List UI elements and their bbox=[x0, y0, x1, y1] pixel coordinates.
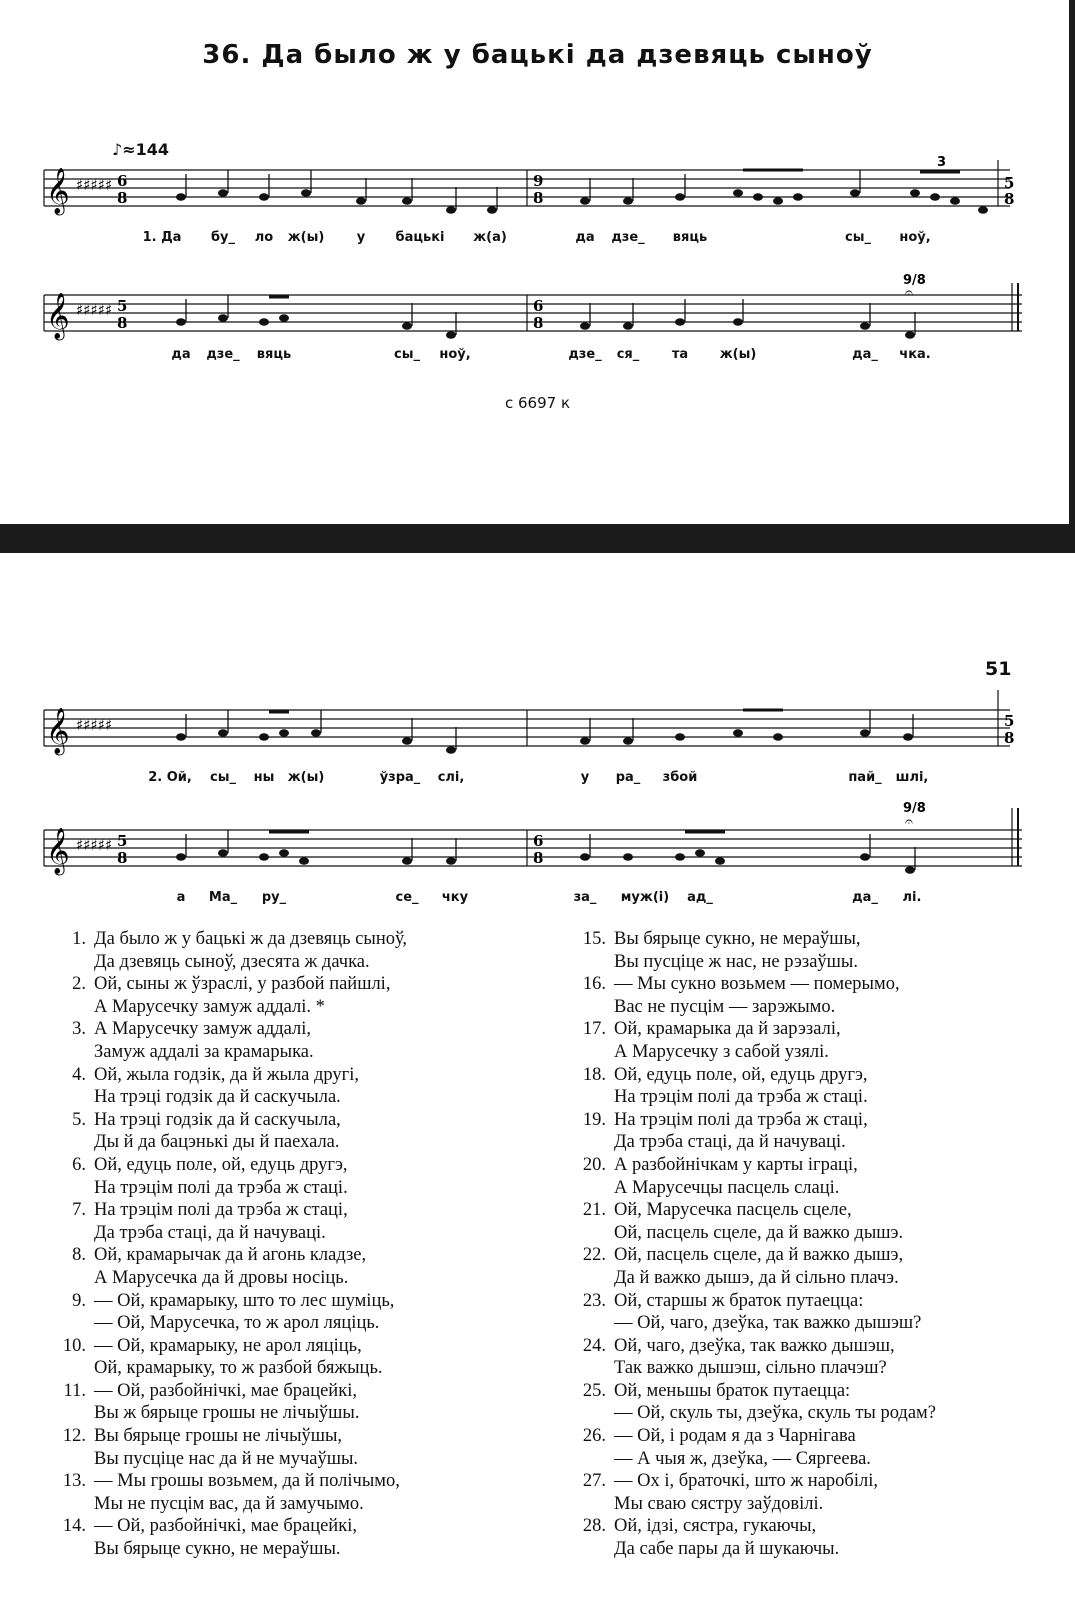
verse-number: 15. bbox=[582, 929, 606, 949]
lyric-s2-3: вяць bbox=[256, 347, 292, 362]
verse-line: Да й важко дышэ, да й сільно плачэ. bbox=[614, 1267, 899, 1288]
verse-line: — Ой, чаго, дзеўка, так важко дышэш? bbox=[614, 1313, 922, 1334]
svg-text:♯♯♯♯♯: ♯♯♯♯♯ bbox=[76, 836, 113, 854]
svg-text:5: 5 bbox=[117, 832, 128, 850]
lyric-s4-9: да_ bbox=[852, 890, 878, 905]
time-sig-6-8: 6 bbox=[117, 172, 128, 190]
verse-number: 17. bbox=[582, 1019, 606, 1040]
verse-12 bbox=[48, 1425, 518, 1470]
fermata-icon: 𝄐 bbox=[905, 285, 913, 301]
svg-text:8: 8 bbox=[117, 849, 128, 867]
verse-3 bbox=[48, 1018, 518, 1063]
svg-text:6: 6 bbox=[533, 297, 544, 315]
verse-line: Ой, жыла годзік, да й жыла другі, bbox=[94, 1064, 360, 1085]
lyric-s2-2: дзе_ bbox=[206, 347, 240, 362]
verse-23 bbox=[568, 1290, 1038, 1335]
verse-line: — Ой, і родам я да з Чарнігава bbox=[614, 1426, 856, 1447]
lyric-s1-5: у bbox=[356, 230, 366, 245]
verse-lines bbox=[94, 1470, 400, 1515]
lyric-s3-6: слі, bbox=[437, 770, 465, 785]
svg-text:8: 8 bbox=[117, 189, 128, 207]
verse-lines bbox=[614, 1290, 921, 1335]
music-system-4 bbox=[0, 801, 1075, 940]
verse-lines bbox=[614, 1425, 871, 1470]
verse-line: Ой, пасцель сцеле, да й важко дышэ, bbox=[614, 1245, 904, 1266]
verse-lines bbox=[94, 1380, 359, 1425]
verse-2 bbox=[48, 973, 518, 1018]
svg-text:5: 5 bbox=[1004, 174, 1015, 192]
verse-line: Вы пусціце нас да й не мучаўшы. bbox=[94, 1448, 359, 1469]
verse-line: — Мы грошы возьмем, да й полічымо, bbox=[94, 1471, 400, 1492]
svg-text:♯♯♯♯♯: ♯♯♯♯♯ bbox=[76, 716, 113, 734]
verses-left-column bbox=[48, 928, 518, 1561]
verse-15 bbox=[568, 928, 1038, 973]
svg-text:9: 9 bbox=[533, 172, 544, 190]
verse-number: 18. bbox=[582, 1064, 606, 1085]
verse-lines bbox=[614, 1154, 858, 1199]
verse-6 bbox=[48, 1154, 518, 1199]
lyric-s4-8: ад_ bbox=[687, 890, 713, 905]
verse-number: 3. bbox=[72, 1019, 86, 1040]
lyric-s3-11: шлі, bbox=[895, 770, 929, 785]
verse-10 bbox=[48, 1335, 518, 1380]
lyric-s1-2: бу_ bbox=[210, 230, 236, 245]
verse-line: А Марусечку з сабой узялі. bbox=[614, 1041, 829, 1062]
lyric-s2-8: та bbox=[671, 347, 689, 362]
verse-line: На трэці годзік да й саскучыла. bbox=[94, 1087, 341, 1108]
verse-27 bbox=[568, 1470, 1038, 1515]
lyric-s2-7: ся_ bbox=[616, 347, 640, 362]
svg-text:♯♯♯♯♯: ♯♯♯♯♯ bbox=[76, 176, 113, 194]
verse-line: Ой, чаго, дзеўка, так важко дышэш, bbox=[614, 1335, 895, 1356]
verse-24 bbox=[568, 1335, 1038, 1380]
verse-lines bbox=[614, 1380, 936, 1425]
tempo-marking: ♪≈144 bbox=[112, 140, 170, 159]
svg-text:8: 8 bbox=[117, 314, 128, 332]
verse-line: Ой, крамарыка да й зарэзалі, bbox=[614, 1019, 841, 1040]
verse-line: Ой, пасцель сцеле, да й важко дышэ. bbox=[614, 1222, 904, 1243]
verse-line: А Марусечка да й дровы носіць. bbox=[94, 1267, 349, 1288]
verse-number: 14. bbox=[62, 1516, 86, 1537]
lyric-s3-8: ра_ bbox=[615, 770, 641, 785]
fermata-icon: 𝄐 bbox=[905, 814, 913, 830]
verse-22 bbox=[568, 1244, 1038, 1289]
lyric-s3-4: ж(ы) bbox=[287, 770, 325, 785]
page-divider bbox=[0, 524, 1075, 553]
verse-line: Вы ж бярыце грошы не лічыўшы. bbox=[94, 1403, 360, 1424]
verse-13 bbox=[48, 1470, 518, 1515]
verse-lines bbox=[94, 1109, 341, 1154]
verse-line: Да дзевяць сыноў, дзесята ж дачка. bbox=[94, 951, 370, 972]
verse-lines bbox=[94, 1290, 394, 1335]
verse-lines bbox=[94, 1425, 358, 1470]
treble-clef-icon: 𝄞 bbox=[46, 708, 70, 754]
verse-lines bbox=[614, 1109, 868, 1154]
verse-line: На трэцім полі да трэба ж стаці, bbox=[94, 1200, 348, 1221]
verse-line: На трэцім полі да трэба ж стаці. bbox=[614, 1087, 868, 1108]
verse-line: Так важко дышэш, сільно плачэш? bbox=[614, 1358, 887, 1379]
verse-number: 6. bbox=[72, 1154, 86, 1175]
svg-text:8: 8 bbox=[1004, 190, 1015, 208]
verse-line: Да трэба стаці, да й начуваці. bbox=[94, 1222, 326, 1243]
verse-number: 2. bbox=[72, 974, 86, 995]
verse-number: 21. bbox=[582, 1200, 606, 1221]
treble-clef-icon: 𝄞 bbox=[46, 293, 70, 339]
verse-line: Вы пусціце ж нас, не рэзаўшы. bbox=[614, 951, 858, 972]
svg-text:8: 8 bbox=[533, 314, 544, 332]
treble-clef-icon: 𝄞 bbox=[46, 168, 70, 214]
lyric-s1-7: ж(а) bbox=[473, 230, 507, 245]
verse-number: 9. bbox=[72, 1290, 86, 1311]
verse-number: 1. bbox=[72, 929, 86, 949]
svg-text:8: 8 bbox=[533, 189, 544, 207]
verse-lines bbox=[94, 973, 390, 1018]
verse-number: 8. bbox=[72, 1245, 86, 1266]
verse-line: Мы сваю сястру заўдовілі. bbox=[614, 1493, 824, 1514]
verse-lines bbox=[614, 928, 861, 973]
svg-text:♯♯♯♯♯: ♯♯♯♯♯ bbox=[76, 301, 113, 319]
svg-text:8: 8 bbox=[533, 849, 544, 867]
lyric-s1-8: да bbox=[575, 230, 595, 245]
verse-line: Да трэба стаці, да й начуваці. bbox=[614, 1132, 846, 1153]
verse-16 bbox=[568, 973, 1038, 1018]
lyric-s1-3: ло bbox=[254, 230, 274, 245]
verse-lines bbox=[94, 1244, 366, 1289]
verse-line: Вы бярыце сукно, не мераўшы, bbox=[614, 929, 861, 949]
verse-lines bbox=[614, 1335, 895, 1380]
verse-number: 27. bbox=[582, 1471, 606, 1492]
verse-number: 20. bbox=[582, 1154, 606, 1175]
verse-20 bbox=[568, 1154, 1038, 1199]
lyric-s3-7: у bbox=[580, 770, 590, 785]
verse-number: 16. bbox=[582, 974, 606, 995]
lyric-s2-1: да bbox=[171, 347, 191, 362]
verse-lines bbox=[94, 1018, 314, 1063]
verse-lines bbox=[94, 1335, 383, 1380]
system-1-notes bbox=[176, 170, 988, 214]
verse-number: 24. bbox=[582, 1335, 606, 1356]
verse-line: Ой, едуць поле, ой, едуць другэ, bbox=[94, 1154, 348, 1175]
verse-5 bbox=[48, 1109, 518, 1154]
staff-2-svg bbox=[0, 273, 1075, 405]
verse-line: Ой, крамарычак да й агонь кладзе, bbox=[94, 1245, 367, 1266]
lyric-s3-10: пай_ bbox=[848, 770, 882, 785]
verse-line: Вас не пусцім — зарэжымо. bbox=[614, 996, 836, 1017]
song-title: 36. Да было ж у бацькі да дзевяць сыноў bbox=[202, 40, 873, 70]
verse-line: Мы не пусцім вас, да й замучымо. bbox=[94, 1493, 364, 1514]
verse-line: Вы бярыце грошы не лічыўшы, bbox=[94, 1426, 343, 1447]
lyric-s2-9: ж(ы) bbox=[719, 347, 757, 362]
music-system-1 bbox=[0, 155, 1075, 280]
lyric-s1-11: сы_ bbox=[845, 230, 871, 245]
lyric-s4-5: чку bbox=[441, 890, 469, 905]
verse-line: Ой, сыны ж ўзраслі, у разбой пайшлі, bbox=[94, 974, 391, 995]
svg-text:5: 5 bbox=[117, 297, 128, 315]
verse-line: — Ой, крамарыку, не арол ляціць, bbox=[94, 1335, 362, 1356]
lyric-s3-5: ўзра_ bbox=[379, 770, 421, 785]
verse-line: На трэцім полі да трэба ж стаці. bbox=[94, 1177, 348, 1198]
verse-lines bbox=[614, 1064, 868, 1109]
verse-lines bbox=[94, 1064, 359, 1109]
svg-text:5: 5 bbox=[1004, 712, 1015, 730]
treble-clef-icon: 𝄞 bbox=[46, 828, 70, 874]
verse-number: 23. bbox=[582, 1290, 606, 1311]
svg-text:6: 6 bbox=[533, 832, 544, 850]
lyric-s4-1: а bbox=[176, 890, 186, 905]
lyric-s4-4: се_ bbox=[395, 890, 419, 905]
staff-1-svg bbox=[0, 155, 1075, 280]
verse-number: 12. bbox=[62, 1426, 86, 1447]
lyric-s3-9: збой bbox=[662, 770, 698, 785]
verse-line: — Мы сукно возьмем — померымо, bbox=[614, 974, 900, 995]
lyric-s4-10: лі. bbox=[902, 890, 922, 905]
verse-line: — Ой, крамарыку, што то лес шуміць, bbox=[94, 1290, 395, 1311]
verse-4 bbox=[48, 1064, 518, 1109]
lyric-s1-1: 1. Да bbox=[142, 230, 182, 245]
verse-7 bbox=[48, 1199, 518, 1244]
verse-number: 10. bbox=[62, 1335, 86, 1356]
lyric-s1-10: вяць bbox=[672, 230, 708, 245]
fermata-meter-1: 9/8 bbox=[903, 273, 926, 288]
verse-11 bbox=[48, 1380, 518, 1425]
verse-line: На трэці годзік да й саскучыла, bbox=[94, 1109, 341, 1130]
verse-line: — Ой, разбойнічкі, мае брацейкі, bbox=[94, 1380, 357, 1401]
lyric-s4-3: ру_ bbox=[261, 890, 287, 905]
verse-line: Замуж аддалі за крамарыка. bbox=[94, 1041, 314, 1062]
verse-line: Ой, крамарыку, то ж разбой бяжыць. bbox=[94, 1358, 383, 1379]
lyric-s3-1: 2. Ой, bbox=[148, 770, 192, 785]
verse-line: Вы бярыце сукно, не мераўшы. bbox=[94, 1539, 341, 1560]
verse-number: 11. bbox=[63, 1380, 86, 1401]
verse-line: Ой, меньшы браток путаецца: bbox=[614, 1380, 851, 1401]
verse-lines bbox=[94, 1515, 357, 1560]
verse-line: Да было ж у бацькі ж да дзевяць сыноў, bbox=[94, 929, 407, 949]
lyric-s1-4: ж(ы) bbox=[287, 230, 325, 245]
verse-21 bbox=[568, 1199, 1038, 1244]
verse-number: 26. bbox=[582, 1426, 606, 1447]
fermata-meter-2: 9/8 bbox=[903, 801, 926, 816]
verse-number: 22. bbox=[582, 1245, 606, 1266]
verse-17 bbox=[568, 1018, 1038, 1063]
verse-line: Ой, старшы ж браток путаецца: bbox=[614, 1290, 864, 1311]
verse-lines bbox=[614, 1199, 903, 1244]
lyric-s2-10: да_ bbox=[852, 347, 878, 362]
verse-line: Да сабе пары да й шукаючы. bbox=[614, 1539, 840, 1560]
verse-line: Ды й да бацэнькі ды й паехала. bbox=[94, 1132, 340, 1153]
verse-14 bbox=[48, 1515, 518, 1560]
verse-number: 4. bbox=[72, 1064, 86, 1085]
verse-line: Ой, едуць поле, ой, едуць другэ, bbox=[614, 1064, 868, 1085]
verse-line: А Марусечку замуж аддалі, bbox=[94, 1019, 312, 1040]
verse-lines bbox=[614, 1244, 903, 1289]
staff-4-svg bbox=[0, 801, 1075, 940]
lyric-s2-6: дзе_ bbox=[568, 347, 602, 362]
catalog-code: с 6697 к bbox=[504, 394, 571, 412]
verse-lines bbox=[614, 973, 900, 1018]
lyric-s1-9: дзе_ bbox=[611, 230, 645, 245]
verses-right-column bbox=[568, 928, 1038, 1561]
lyric-s2-5: ноў, bbox=[439, 347, 471, 362]
verse-lines bbox=[94, 1199, 348, 1244]
lyric-s3-3: ны bbox=[253, 770, 275, 785]
music-system-2 bbox=[0, 273, 1075, 405]
verse-number: 7. bbox=[72, 1200, 86, 1221]
lyric-s4-2: Ма_ bbox=[208, 890, 238, 905]
verse-line: — А чыя ж, дзеўка, — Сяргеева. bbox=[614, 1448, 871, 1469]
verse-25 bbox=[568, 1380, 1038, 1425]
verse-line: Ой, Марусечка пасцель сцеле, bbox=[614, 1200, 852, 1221]
verse-9 bbox=[48, 1290, 518, 1335]
verse-number: 28. bbox=[582, 1516, 606, 1537]
page-number: 51 bbox=[985, 658, 1012, 680]
verse-line: А Марусечку замуж аддалі. * bbox=[94, 996, 325, 1017]
lyric-s2-4: сы_ bbox=[394, 347, 420, 362]
verse-lines bbox=[614, 1470, 878, 1515]
lyric-s1-6: бацькі bbox=[395, 230, 445, 245]
verse-8 bbox=[48, 1244, 518, 1289]
lyric-s2-11: чка. bbox=[899, 347, 931, 362]
verse-number: 5. bbox=[72, 1109, 86, 1130]
verse-1 bbox=[48, 928, 518, 973]
lyric-s4-7: муж(і) bbox=[620, 890, 670, 905]
verse-19 bbox=[568, 1109, 1038, 1154]
triplet-mark: 3 bbox=[937, 155, 947, 170]
verse-line: — Ох і, браточкі, што ж наробілі, bbox=[614, 1471, 878, 1492]
svg-text:8: 8 bbox=[1004, 729, 1015, 747]
verse-26 bbox=[568, 1425, 1038, 1470]
verse-line: — Ой, разбойнічкі, мае брацейкі, bbox=[94, 1516, 357, 1537]
verse-line: Ой, ідзі, сястра, гукаючы, bbox=[614, 1516, 817, 1537]
verse-28 bbox=[568, 1515, 1038, 1560]
verse-18 bbox=[568, 1064, 1038, 1109]
verse-number: 25. bbox=[582, 1380, 606, 1401]
verse-number: 13. bbox=[62, 1471, 86, 1492]
lyric-s4-6: за_ bbox=[573, 890, 597, 905]
verse-lines bbox=[94, 1154, 348, 1199]
verse-lines bbox=[94, 928, 407, 973]
verse-line: А разбойнічкам у карты іграці, bbox=[614, 1154, 858, 1175]
verse-lines bbox=[614, 1515, 839, 1560]
verse-number: 19. bbox=[582, 1109, 606, 1130]
verse-line: А Марусечцы пасцель слаці. bbox=[614, 1177, 840, 1198]
lyric-s1-12: ноў, bbox=[899, 230, 931, 245]
verse-lines bbox=[614, 1018, 841, 1063]
verse-line: На трэцім полі да трэба ж стаці, bbox=[614, 1109, 868, 1130]
lyric-s3-2: сы_ bbox=[210, 770, 236, 785]
verse-line: — Ой, Марусечка, то ж арол ляціць. bbox=[94, 1313, 380, 1334]
verse-line: — Ой, скуль ты, дзеўка, скуль ты родам? bbox=[614, 1403, 936, 1424]
